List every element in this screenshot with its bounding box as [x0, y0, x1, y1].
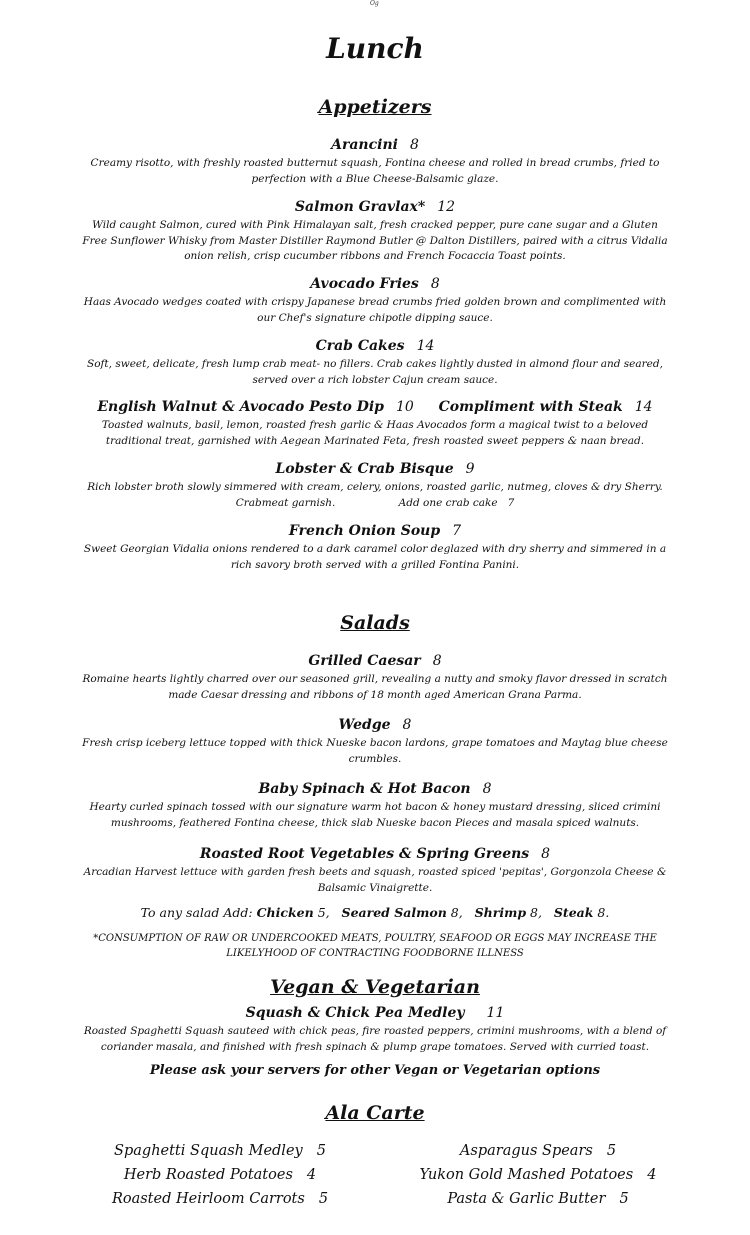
item-extra-name: Compliment with Steak — [438, 399, 623, 415]
item-description: Haas Avocado wedges coated with crispy Japanese bread crumbs fried golden brown and complimented with our Chef's signature chipotle dipping sauce. — [83, 296, 667, 324]
menu-item-baby-spinach — [80, 780, 670, 831]
item-name: Herb Roasted Potatoes — [123, 1167, 293, 1183]
ala-carte-item — [388, 1187, 688, 1211]
ala-carte-left-list — [70, 1139, 370, 1211]
item-price: 10 — [395, 399, 414, 415]
menu-item-root-vegetables — [80, 845, 670, 896]
menu-item-grilled-caesar — [80, 652, 670, 703]
item-price: 5 — [619, 1191, 629, 1207]
item-price: 9 — [465, 461, 475, 477]
item-name: Squash & Chick Pea Medley — [245, 1005, 465, 1021]
item-name: Asparagus Spears — [459, 1143, 593, 1159]
item-name: Lobster & Crab Bisque — [275, 461, 454, 477]
item-name: French Onion Soup — [288, 523, 441, 539]
menu-item-bisque — [80, 460, 670, 511]
item-description-line2 — [80, 496, 670, 512]
item-description: Fresh crisp iceberg lettuce topped with thick Nueske bacon lardons, grape tomatoes and Maytag blue cheese crumbles. — [82, 737, 668, 765]
ala-carte-item — [70, 1187, 370, 1211]
item-name: Avocado Fries — [310, 276, 419, 292]
item-price: 7 — [452, 523, 462, 539]
ala-carte-item — [388, 1163, 688, 1187]
item-addon: Add one crab cake — [398, 496, 498, 509]
item-description: Sweet Georgian Vidalia onions rendered to a dark caramel color deglazed with dry sherry and simmered in a rich savory broth served with a grilled Fontina Panini. — [83, 543, 667, 571]
item-description: Wild caught Salmon, cured with Pink Himalayan salt, fresh cracked pepper, pure cane sugar and a Gluten Free Sunflower Whisky from Master Distiller Raymond Butler @ Dalton Distillers, paired with a citrus Vidalia onion relish, crisp cucumber ribbons and French Focaccia Toast points. — [82, 219, 668, 262]
item-name: Roasted Root Vegetables & Spring Greens — [199, 846, 530, 862]
item-price: 11 — [486, 1005, 505, 1021]
menu-item-wedge — [80, 716, 670, 767]
menu-item-salmon-gravlax — [80, 198, 670, 265]
item-price: 14 — [416, 338, 435, 354]
item-name: Arancini — [331, 137, 398, 153]
item-addon-price: 7 — [507, 496, 515, 509]
item-description: Arcadian Harvest lettuce with garden fresh beets and squash, roasted spiced 'pepitas', Gorgonzola Cheese & Balsamic Vinaigrette. — [83, 866, 667, 894]
item-description: Soft, sweet, delicate, fresh lump crab meat- no fillers. Crab cakes lightly dusted in almond flour and seared, served over a rich lobster Cajun cream sauce. — [87, 358, 663, 386]
add-on-price: 8, — [530, 905, 542, 920]
page-title: Lunch — [326, 32, 424, 65]
page-mark: Og — [370, 0, 379, 7]
item-name: Pasta & Garlic Butter — [447, 1191, 606, 1207]
add-on-name: Shrimp — [474, 905, 527, 920]
item-name: Wedge — [338, 717, 391, 733]
item-price: 8 — [409, 137, 419, 153]
item-name: Grilled Caesar — [308, 653, 421, 669]
item-price: 4 — [647, 1167, 657, 1183]
item-name: Yukon Gold Mashed Potatoes — [419, 1167, 634, 1183]
ala-carte-heading: Ala Carte — [325, 1102, 425, 1124]
salads-heading: Salads — [340, 612, 410, 634]
item-description: Rich lobster broth slowly simmered with cream, celery, onions, roasted garlic, nutmeg, cloves & dry Sherry. — [87, 481, 663, 493]
add-on-name: Chicken — [256, 905, 314, 920]
ala-carte-item — [70, 1139, 370, 1163]
menu-item-onion-soup — [80, 522, 670, 573]
item-price: 5 — [318, 1191, 329, 1207]
item-extra-price: 14 — [634, 399, 653, 415]
salad-add-prefix: To any salad Add: — [140, 905, 253, 920]
item-description: Roasted Spaghetti Squash sauteed with chick peas, fire roasted peppers, crimini mushrooms, with a blend of coriander masala, and finished with fresh spinach & plump grape tomatoes. Served with curried toast. — [83, 1025, 667, 1053]
salad-add-ons — [0, 905, 750, 920]
item-description: Creamy risotto, with freshly roasted butternut squash, Fontina cheese and rolled in bread crumbs, fried to perfection with a Blue Cheese-Balsamic glaze. — [90, 157, 660, 185]
item-price: 8 — [482, 781, 492, 797]
item-price: 8 — [430, 276, 440, 292]
consumption-warning: *CONSUMPTION OF RAW OR UNDERCOOKED MEATS, POULTRY, SEAFOOD OR EGGS MAY INCREASE THE LIKELYHOOD OF CONTRACTING FOODBORNE ILLNESS — [93, 933, 657, 959]
menu-item-pesto-dip — [80, 398, 670, 449]
item-name: English Walnut & Avocado Pesto Dip — [97, 399, 384, 415]
menu-item-squash-medley — [80, 1004, 670, 1055]
item-price: 8 — [432, 653, 442, 669]
menu-item-avocado-fries — [80, 275, 670, 326]
item-name: Crab Cakes — [315, 338, 405, 354]
ala-carte-item — [388, 1139, 688, 1163]
add-on-name: Seared Salmon — [341, 905, 447, 920]
menu-item-arancini — [80, 136, 670, 187]
item-name: Roasted Heirloom Carrots — [111, 1191, 305, 1207]
item-name: Baby Spinach & Hot Bacon — [258, 781, 471, 797]
vegan-note: Please ask your servers for other Vegan or Vegetarian options — [149, 1063, 601, 1078]
vegan-heading: Vegan & Vegetarian — [270, 976, 480, 998]
ala-carte-item — [70, 1163, 370, 1187]
item-price: 12 — [437, 199, 456, 215]
item-description: Toasted walnuts, basil, lemon, roasted fresh garlic & Haas Avocados form a magical twist to a beloved traditional treat, garnished with Aegean Marinated Feta, fresh roasted sweet peppers & naan bread. — [101, 419, 649, 447]
item-description: Hearty curled spinach tossed with our signature warm hot bacon & honey mustard dressing, sliced crimini mushrooms, feathered Fontina cheese, thick slab Nueske bacon Pieces and masala spiced walnuts. — [89, 801, 661, 829]
add-on-price: 8, — [450, 905, 463, 920]
appetizers-heading: Appetizers — [318, 96, 432, 118]
item-name: Salmon Gravlax* — [294, 199, 426, 215]
item-price: 5 — [606, 1143, 617, 1159]
item-price: 5 — [316, 1143, 326, 1159]
item-name: Spaghetti Squash Medley — [114, 1143, 303, 1159]
item-description: Romaine hearts lightly charred over our seasoned grill, revealing a nutty and smoky flavor dressed in scratch made Caesar dressing and ribbons of 18 month aged American Grana Parma. — [82, 673, 668, 701]
add-on-price: 8. — [597, 905, 610, 920]
item-description-extra: Crabmeat garnish. — [235, 496, 336, 509]
ala-carte-right-list — [388, 1139, 688, 1211]
item-price: 8 — [402, 717, 412, 733]
add-on-name: Steak — [553, 905, 594, 920]
item-price: 4 — [306, 1167, 317, 1183]
menu-item-crab-cakes — [80, 337, 670, 388]
add-on-price: 5, — [317, 905, 330, 920]
item-price: 8 — [541, 846, 551, 862]
